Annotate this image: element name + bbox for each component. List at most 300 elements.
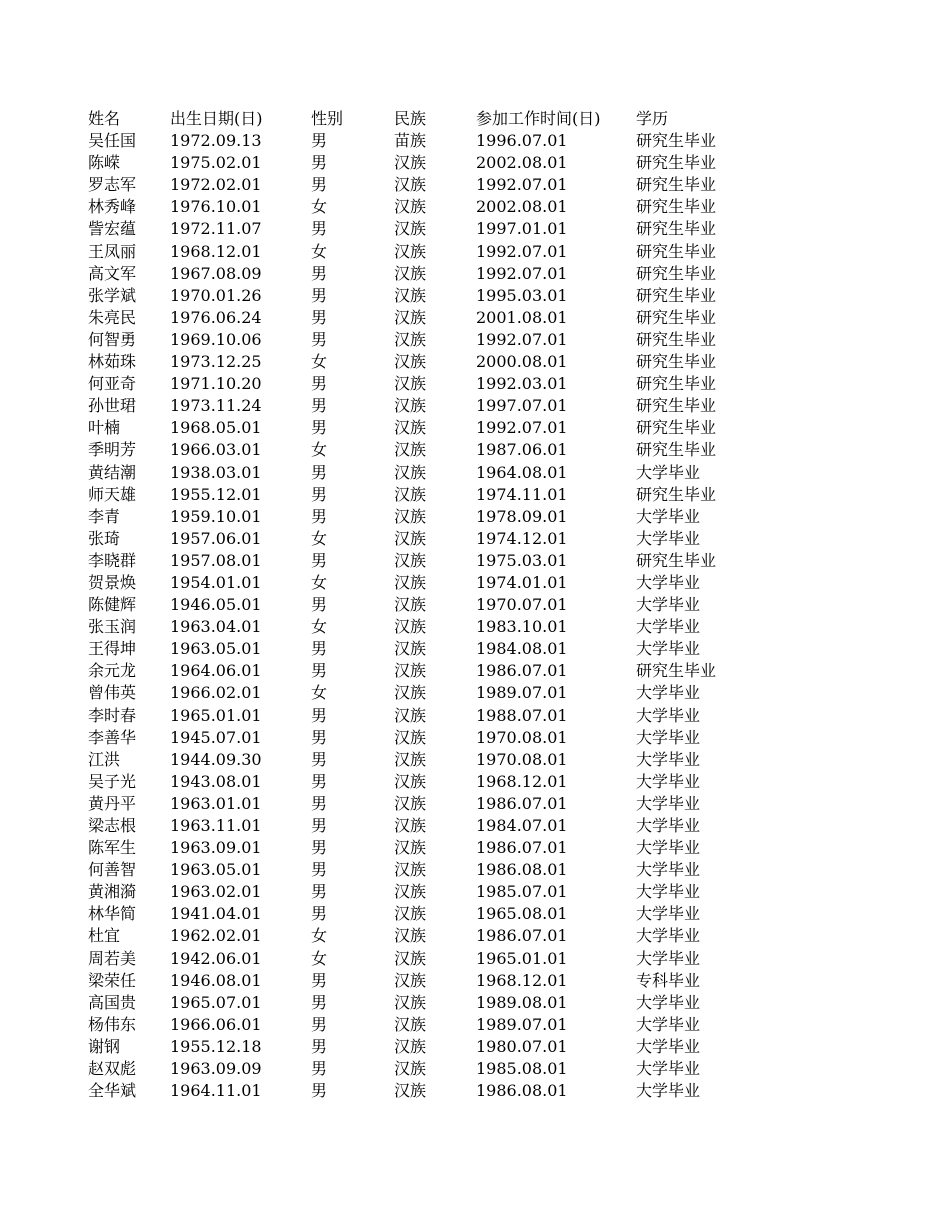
- cell-education: 大学毕业: [636, 506, 701, 526]
- cell-name: 吴子光: [88, 771, 137, 791]
- cell-gender: 男: [311, 793, 328, 813]
- header-gender: 性别: [311, 109, 344, 128]
- cell-ethnicity: 汉族: [394, 1081, 427, 1101]
- cell-name: 师天雄: [88, 484, 137, 504]
- table-row: [88, 528, 746, 550]
- cell-education: 大学毕业: [636, 1014, 701, 1034]
- cell-work-start: 1970.08.01: [476, 749, 568, 769]
- cell-ethnicity: 汉族: [394, 771, 427, 791]
- cell-gender: 男: [311, 838, 328, 858]
- cell-gender: 女: [311, 683, 328, 703]
- cell-name: 梁荣任: [88, 970, 137, 990]
- cell-work-start: 1974.12.01: [476, 528, 568, 548]
- table-row: [88, 1080, 746, 1102]
- table-body: [88, 130, 746, 1102]
- cell-gender: 男: [311, 661, 328, 681]
- cell-ethnicity: 汉族: [394, 727, 427, 747]
- cell-education: 研究生毕业: [636, 550, 717, 570]
- cell-birth-date: 1955.12.18: [170, 1036, 262, 1056]
- cell-birth-date: 1963.05.01: [170, 860, 262, 880]
- table-row: [88, 837, 746, 859]
- cell-birth-date: 1962.02.01: [170, 926, 262, 946]
- table-row: [88, 727, 746, 749]
- table-row: [88, 152, 746, 174]
- cell-birth-date: 1963.09.09: [170, 1059, 262, 1079]
- cell-birth-date: 1972.02.01: [170, 175, 262, 195]
- cell-birth-date: 1965.01.01: [170, 705, 262, 725]
- table-row: [88, 682, 746, 704]
- cell-ethnicity: 汉族: [394, 595, 427, 615]
- cell-ethnicity: 汉族: [394, 639, 427, 659]
- cell-gender: 男: [311, 153, 328, 173]
- cell-education: 研究生毕业: [636, 418, 717, 438]
- header-birth-date: 出生日期(日): [170, 109, 263, 128]
- cell-ethnicity: 汉族: [394, 484, 427, 504]
- cell-name: 陈嵘: [88, 153, 121, 173]
- cell-birth-date: 1943.08.01: [170, 771, 262, 791]
- cell-gender: 男: [311, 1014, 328, 1034]
- table-row: [88, 992, 746, 1014]
- cell-ethnicity: 汉族: [394, 241, 427, 261]
- cell-ethnicity: 汉族: [394, 617, 427, 637]
- cell-education: 大学毕业: [636, 904, 701, 924]
- table-row: [88, 616, 746, 638]
- cell-work-start: 1986.08.01: [476, 1081, 568, 1101]
- cell-gender: 女: [311, 528, 328, 548]
- cell-work-start: 1965.01.01: [476, 948, 568, 968]
- cell-ethnicity: 汉族: [394, 904, 427, 924]
- cell-name: 林茹珠: [88, 352, 137, 372]
- cell-gender: 男: [311, 992, 328, 1012]
- cell-name: 高文军: [88, 263, 137, 283]
- cell-work-start: 1968.12.01: [476, 970, 568, 990]
- cell-work-start: 1986.07.01: [476, 926, 568, 946]
- cell-ethnicity: 汉族: [394, 926, 427, 946]
- cell-gender: 男: [311, 550, 328, 570]
- cell-work-start: 1985.07.01: [476, 882, 568, 902]
- cell-birth-date: 1971.10.20: [170, 374, 262, 394]
- cell-name: 梁志根: [88, 816, 137, 835]
- table-row: [88, 705, 746, 727]
- cell-work-start: 1968.12.01: [476, 771, 568, 791]
- cell-name: 张玉润: [88, 617, 137, 637]
- cell-work-start: 1970.07.01: [476, 595, 568, 615]
- cell-work-start: 1995.03.01: [476, 285, 568, 305]
- cell-name: 叶楠: [88, 418, 121, 438]
- cell-birth-date: 1945.07.01: [170, 727, 262, 747]
- cell-birth-date: 1969.10.06: [170, 329, 262, 349]
- cell-education: 大学毕业: [636, 860, 701, 880]
- cell-name: 贺景焕: [88, 572, 137, 592]
- cell-name: 林秀峰: [88, 197, 137, 217]
- cell-education: 研究生毕业: [636, 197, 717, 217]
- cell-ethnicity: 汉族: [394, 1014, 427, 1034]
- table-row: [88, 307, 746, 329]
- cell-work-start: 1965.08.01: [476, 904, 568, 924]
- table-row: [88, 263, 746, 285]
- cell-name: 谢钢: [88, 1036, 121, 1056]
- cell-education: 研究生毕业: [636, 241, 717, 261]
- cell-gender: 男: [311, 860, 328, 880]
- cell-work-start: 1989.08.01: [476, 992, 568, 1012]
- cell-birth-date: 1957.08.01: [170, 550, 262, 570]
- cell-ethnicity: 汉族: [394, 882, 427, 902]
- cell-ethnicity: 汉族: [394, 219, 427, 239]
- cell-birth-date: 1966.03.01: [170, 440, 262, 460]
- cell-education: 研究生毕业: [636, 352, 717, 372]
- cell-name: 张学斌: [88, 285, 137, 305]
- cell-education: 研究生毕业: [636, 661, 717, 681]
- cell-name: 黄湘漪: [88, 882, 137, 902]
- cell-ethnicity: 汉族: [394, 153, 427, 173]
- cell-education: 研究生毕业: [636, 307, 717, 327]
- cell-education: 研究生毕业: [636, 329, 717, 349]
- table-row: [88, 594, 746, 616]
- header-name: 姓名: [88, 109, 121, 128]
- cell-gender: 男: [311, 506, 328, 526]
- cell-name: 黄丹平: [88, 793, 137, 813]
- cell-education: 大学毕业: [636, 727, 701, 747]
- cell-work-start: 1992.07.01: [476, 241, 568, 261]
- cell-education: 大学毕业: [636, 1081, 701, 1101]
- cell-birth-date: 1963.01.01: [170, 793, 262, 813]
- cell-ethnicity: 汉族: [394, 462, 427, 482]
- cell-work-start: 1983.10.01: [476, 617, 568, 637]
- cell-work-start: 1997.07.01: [476, 396, 568, 416]
- cell-work-start: 1984.07.01: [476, 816, 568, 835]
- table-row: [88, 572, 746, 594]
- cell-gender: 男: [311, 639, 328, 659]
- table-row: [88, 218, 746, 240]
- cell-gender: 男: [311, 219, 328, 239]
- cell-ethnicity: 汉族: [394, 838, 427, 858]
- cell-work-start: 1992.07.01: [476, 175, 568, 195]
- cell-name: 朱亮民: [88, 307, 137, 327]
- cell-education: 研究生毕业: [636, 153, 717, 173]
- cell-work-start: 1974.11.01: [476, 484, 568, 504]
- cell-birth-date: 1976.06.24: [170, 307, 262, 327]
- cell-ethnicity: 汉族: [394, 860, 427, 880]
- cell-ethnicity: 汉族: [394, 263, 427, 283]
- cell-gender: 女: [311, 241, 328, 261]
- cell-birth-date: 1938.03.01: [170, 462, 262, 482]
- table-row: [88, 174, 746, 196]
- cell-ethnicity: 汉族: [394, 550, 427, 570]
- cell-education: 专科毕业: [636, 970, 701, 990]
- cell-education: 研究生毕业: [636, 484, 717, 504]
- cell-birth-date: 1964.06.01: [170, 661, 262, 681]
- cell-birth-date: 1973.11.24: [170, 396, 262, 416]
- cell-work-start: 1975.03.01: [476, 550, 568, 570]
- table-row: [88, 660, 746, 682]
- cell-education: 大学毕业: [636, 617, 701, 637]
- cell-birth-date: 1968.05.01: [170, 418, 262, 438]
- cell-gender: 女: [311, 926, 328, 946]
- cell-birth-date: 1968.12.01: [170, 241, 262, 261]
- cell-name: 林华简: [88, 904, 137, 924]
- cell-education: 大学毕业: [636, 683, 701, 703]
- cell-gender: 男: [311, 882, 328, 902]
- cell-birth-date: 1955.12.01: [170, 484, 262, 504]
- cell-gender: 男: [311, 418, 328, 438]
- cell-gender: 男: [311, 749, 328, 769]
- cell-work-start: 1992.07.01: [476, 263, 568, 283]
- cell-education: 大学毕业: [636, 462, 701, 482]
- table-row: [88, 749, 746, 771]
- cell-gender: 男: [311, 285, 328, 305]
- cell-gender: 男: [311, 484, 328, 504]
- cell-gender: 女: [311, 948, 328, 968]
- cell-birth-date: 1946.05.01: [170, 595, 262, 615]
- cell-work-start: 1989.07.01: [476, 1014, 568, 1034]
- cell-name: 李时春: [88, 705, 137, 725]
- cell-birth-date: 1973.12.25: [170, 352, 262, 372]
- cell-education: 大学毕业: [636, 838, 701, 858]
- cell-name: 高国贵: [88, 992, 137, 1012]
- cell-gender: 女: [311, 197, 328, 217]
- cell-gender: 男: [311, 462, 328, 482]
- table-row: [88, 925, 746, 947]
- cell-name: 赵双彪: [88, 1059, 137, 1079]
- cell-ethnicity: 汉族: [394, 418, 427, 438]
- cell-work-start: 1987.06.01: [476, 440, 568, 460]
- cell-work-start: 1980.07.01: [476, 1036, 568, 1056]
- cell-education: 大学毕业: [636, 1059, 701, 1079]
- cell-name: 张琦: [88, 528, 121, 548]
- cell-birth-date: 1954.01.01: [170, 572, 262, 592]
- cell-birth-date: 1944.09.30: [170, 749, 262, 769]
- cell-name: 何智勇: [88, 329, 137, 349]
- cell-education: 研究生毕业: [636, 374, 717, 394]
- cell-ethnicity: 汉族: [394, 948, 427, 968]
- cell-name: 杨伟东: [88, 1014, 137, 1034]
- cell-gender: 男: [311, 396, 328, 416]
- cell-work-start: 1997.01.01: [476, 219, 568, 239]
- cell-birth-date: 1963.04.01: [170, 617, 262, 637]
- table-row: [88, 1058, 746, 1080]
- cell-gender: 男: [311, 307, 328, 327]
- cell-name: 王凤丽: [88, 241, 137, 261]
- cell-education: 研究生毕业: [636, 440, 717, 460]
- cell-birth-date: 1963.11.01: [170, 816, 262, 835]
- table-row: [88, 373, 746, 395]
- cell-ethnicity: 汉族: [394, 816, 427, 835]
- cell-ethnicity: 汉族: [394, 661, 427, 681]
- cell-work-start: 1989.07.01: [476, 683, 568, 703]
- cell-name: 江洪: [88, 749, 121, 769]
- cell-ethnicity: 汉族: [394, 307, 427, 327]
- table-row: [88, 506, 746, 528]
- cell-name: 陈健辉: [88, 595, 137, 615]
- cell-name: 黄结潮: [88, 462, 137, 482]
- table-row: [88, 196, 746, 218]
- cell-birth-date: 1964.11.01: [170, 1081, 262, 1101]
- cell-education: 大学毕业: [636, 948, 701, 968]
- cell-birth-date: 1970.01.26: [170, 285, 262, 305]
- cell-birth-date: 1965.07.01: [170, 992, 262, 1012]
- cell-ethnicity: 汉族: [394, 572, 427, 592]
- cell-birth-date: 1976.10.01: [170, 197, 262, 217]
- cell-birth-date: 1963.02.01: [170, 882, 262, 902]
- table-row: [88, 285, 746, 307]
- cell-education: 研究生毕业: [636, 263, 717, 283]
- cell-ethnicity: 汉族: [394, 528, 427, 548]
- cell-ethnicity: 汉族: [394, 1036, 427, 1056]
- cell-gender: 男: [311, 970, 328, 990]
- header-education: 学历: [636, 109, 669, 128]
- cell-work-start: 2002.08.01: [476, 197, 568, 217]
- cell-ethnicity: 汉族: [394, 506, 427, 526]
- cell-ethnicity: 汉族: [394, 352, 427, 372]
- cell-work-start: 2002.08.01: [476, 153, 568, 173]
- cell-name: 全华斌: [88, 1081, 137, 1101]
- cell-name: 罗志军: [88, 175, 137, 195]
- table-row: [88, 970, 746, 992]
- staff-table: [88, 108, 746, 1102]
- cell-gender: 男: [311, 771, 328, 791]
- cell-work-start: 1978.09.01: [476, 506, 568, 526]
- cell-work-start: 1964.08.01: [476, 462, 568, 482]
- table-row: [88, 903, 746, 925]
- cell-work-start: 1986.07.01: [476, 793, 568, 813]
- cell-education: 大学毕业: [636, 528, 701, 548]
- cell-birth-date: 1959.10.01: [170, 506, 262, 526]
- cell-education: 大学毕业: [636, 595, 701, 615]
- cell-work-start: 2001.08.01: [476, 307, 568, 327]
- table-row: [88, 439, 746, 461]
- cell-name: 李青: [88, 506, 121, 526]
- cell-name: 何善智: [88, 860, 137, 880]
- cell-education: 大学毕业: [636, 992, 701, 1012]
- cell-education: 大学毕业: [636, 749, 701, 769]
- cell-education: 研究生毕业: [636, 219, 717, 239]
- cell-gender: 男: [311, 263, 328, 283]
- cell-ethnicity: 汉族: [394, 749, 427, 769]
- table-row: [88, 130, 746, 152]
- table-row: [88, 948, 746, 970]
- table-row: [88, 484, 746, 506]
- cell-education: 大学毕业: [636, 882, 701, 902]
- table-row: [88, 638, 746, 660]
- table-row: [88, 550, 746, 572]
- cell-education: 研究生毕业: [636, 131, 717, 151]
- table-row: [88, 329, 746, 351]
- cell-birth-date: 1942.06.01: [170, 948, 262, 968]
- cell-birth-date: 1966.06.01: [170, 1014, 262, 1034]
- cell-gender: 男: [311, 131, 328, 151]
- table-row: [88, 793, 746, 815]
- cell-education: 研究生毕业: [636, 175, 717, 195]
- table-row: [88, 771, 746, 793]
- cell-work-start: 2000.08.01: [476, 352, 568, 372]
- cell-work-start: 1974.01.01: [476, 572, 568, 592]
- cell-birth-date: 1957.06.01: [170, 528, 262, 548]
- cell-birth-date: 1972.09.13: [170, 131, 262, 151]
- cell-work-start: 1984.08.01: [476, 639, 568, 659]
- cell-birth-date: 1946.08.01: [170, 970, 262, 990]
- cell-work-start: 1985.08.01: [476, 1059, 568, 1079]
- cell-birth-date: 1966.02.01: [170, 683, 262, 703]
- cell-work-start: 1986.07.01: [476, 661, 568, 681]
- cell-birth-date: 1963.09.01: [170, 838, 262, 858]
- cell-ethnicity: 汉族: [394, 329, 427, 349]
- cell-gender: 女: [311, 572, 328, 592]
- table-row: [88, 1014, 746, 1036]
- cell-name: 孙世珺: [88, 396, 137, 416]
- cell-ethnicity: 汉族: [394, 683, 427, 703]
- cell-birth-date: 1972.11.07: [170, 219, 262, 239]
- cell-name: 陈军生: [88, 838, 137, 858]
- table-row: [88, 1036, 746, 1058]
- cell-education: 研究生毕业: [636, 285, 717, 305]
- staff-sheet: [88, 108, 746, 1102]
- header-row: [88, 108, 746, 130]
- table-row: [88, 859, 746, 881]
- table-row: [88, 241, 746, 263]
- cell-education: 大学毕业: [636, 705, 701, 725]
- cell-gender: 男: [311, 904, 328, 924]
- cell-ethnicity: 汉族: [394, 374, 427, 394]
- cell-gender: 男: [311, 175, 328, 195]
- cell-ethnicity: 汉族: [394, 396, 427, 416]
- cell-name: 杜宜: [88, 926, 121, 946]
- cell-ethnicity: 汉族: [394, 793, 427, 813]
- cell-name: 季明芳: [88, 440, 137, 460]
- cell-ethnicity: 汉族: [394, 440, 427, 460]
- cell-gender: 男: [311, 374, 328, 394]
- cell-education: 大学毕业: [636, 1036, 701, 1056]
- cell-work-start: 1988.07.01: [476, 705, 568, 725]
- header-work-start: 参加工作时间(日): [476, 109, 601, 128]
- cell-gender: 男: [311, 329, 328, 349]
- cell-gender: 男: [311, 705, 328, 725]
- cell-name: 王得坤: [88, 639, 137, 659]
- cell-name: 何亚奇: [88, 374, 137, 394]
- header-ethnicity: 民族: [394, 109, 427, 128]
- cell-gender: 男: [311, 1059, 328, 1079]
- cell-work-start: 1986.07.01: [476, 838, 568, 858]
- cell-gender: 男: [311, 595, 328, 615]
- cell-name: 李善华: [88, 727, 137, 747]
- cell-work-start: 1996.07.01: [476, 131, 568, 151]
- cell-education: 大学毕业: [636, 793, 701, 813]
- cell-birth-date: 1967.08.09: [170, 263, 262, 283]
- cell-gender: 女: [311, 617, 328, 637]
- cell-ethnicity: 汉族: [394, 992, 427, 1012]
- table-row: [88, 417, 746, 439]
- cell-work-start: 1992.07.01: [476, 329, 568, 349]
- cell-work-start: 1970.08.01: [476, 727, 568, 747]
- table-row: [88, 395, 746, 417]
- cell-ethnicity: 汉族: [394, 970, 427, 990]
- cell-birth-date: 1941.04.01: [170, 904, 262, 924]
- cell-education: 研究生毕业: [636, 396, 717, 416]
- cell-ethnicity: 汉族: [394, 705, 427, 725]
- cell-gender: 男: [311, 1036, 328, 1056]
- cell-ethnicity: 汉族: [394, 1059, 427, 1079]
- cell-birth-date: 1975.02.01: [170, 153, 262, 173]
- cell-name: 曾伟英: [88, 683, 137, 703]
- cell-name: 余元龙: [88, 661, 137, 681]
- cell-birth-date: 1963.05.01: [170, 639, 262, 659]
- table-row: [88, 351, 746, 373]
- cell-work-start: 1992.07.01: [476, 418, 568, 438]
- cell-gender: 男: [311, 816, 328, 835]
- cell-education: 大学毕业: [636, 771, 701, 791]
- table-row: [88, 881, 746, 903]
- cell-name: 周若美: [88, 948, 137, 968]
- cell-name: 吴任国: [88, 131, 137, 151]
